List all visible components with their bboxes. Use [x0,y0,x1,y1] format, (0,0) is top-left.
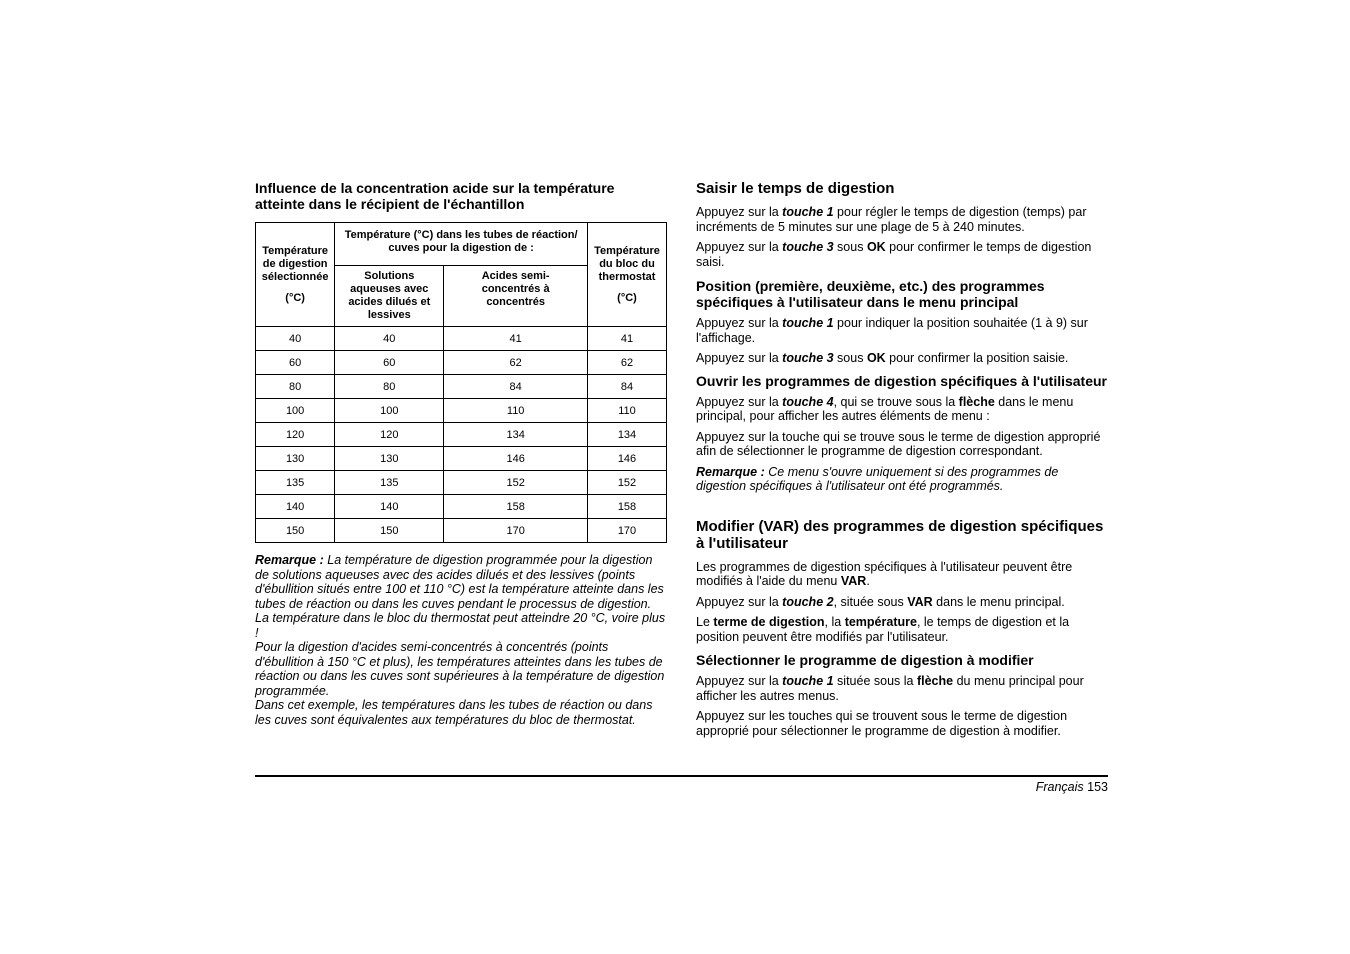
table-row: 40 40 41 41 [256,327,667,351]
footer-rule [255,775,1108,777]
table-row: 120 120 134 134 [256,423,667,447]
remark-paragraph: Remarque : Ce menu s'ouvre uniquement si des programmes de digestion spécifiques à l'utilisateur ont été programmés. [696,464,1059,493]
paragraph: Les programmes de digestion spécifiques à l'utilisateur peuvent être modifiés à l'aide du menu VAR. [696,559,1073,588]
table-row: 135 135 152 152 [256,471,667,495]
paragraph: Appuyez sur les touches qui se trouvent sous le terme de digestion approprié pour sélectionner le programme de digestion à modifier. [696,709,1068,738]
paragraph: Le terme de digestion, la température, le temps de digestion et la position peuvent être modifiés par l'utilisateur. [696,615,1070,644]
remark-label: Remarque : [255,553,324,567]
heading-select: Sélectionner le programme de digestion à modifier [696,652,1034,668]
table-row: 140 140 158 158 [256,495,667,519]
paragraph: Appuyez sur la touche 4, qui se trouve sous la flèche dans le menu principal, pour afficher les autres éléments de menu : [696,394,1074,423]
header-thermostat-temp-label: Température du bloc du thermostat [594,244,660,283]
heading-position: Position (première, deuxième, etc.) des programmes spécifiques à l'utilisateur dans le menu principal [696,278,1045,310]
paragraph: Appuyez sur la touche 2, située sous VAR dans le menu principal. [696,594,1065,609]
table-row: 150 150 170 170 [256,519,667,543]
left-column [255,180,667,727]
header-dilute-acids: Solutions aqueuses avec acides dilués et lessives [335,266,444,327]
heading-modifier: Modifier (VAR) des programmes de digestion spécifiques à l'utilisateur [696,517,1104,552]
header-thermostat-temp [588,223,667,327]
table-section-heading: Influence de la concentration acide sur la température atteinte dans le récipient de l'échantillon [255,180,615,212]
header-thermostat-temp-unit: (°C) [617,291,637,304]
header-selected-temp-unit: (°C) [285,291,305,304]
remark-paragraph-2: Pour la digestion d'acides semi-concentrés à concentrés (points d'ébullition à 150 °C et plus), les températures atteintes dans les tubes de réaction ou dans les cuves sont supérieures à la température de digestion programmée. [255,640,665,698]
heading-saisir: Saisir le temps de digestion [696,180,895,197]
remark-paragraph-3: Dans cet exemple, les températures dans les tubes de réaction ou dans les cuves sont équivalentes aux températures du bloc de thermostat. [255,698,653,727]
page-number: 153 [1087,780,1108,794]
table-row: 100 100 110 110 [256,399,667,423]
paragraph: Appuyez sur la touche qui se trouve sous le terme de digestion approprié afin de sélectionner le programme de digestion correspondant. [696,429,1101,458]
header-selected-temp-label: Température de digestion sélectionnée [261,244,329,283]
temperature-table [255,222,667,543]
table-row: 130 130 146 146 [256,447,667,471]
paragraph: Appuyez sur la touche 1 pour indiquer la position souhaitée (1 à 9) sur l'affichage. [696,316,1088,345]
footer-language: Français [1035,780,1084,794]
table-row: 80 80 84 84 [256,375,667,399]
header-selected-temp [256,223,335,327]
header-group-tubes: Température (°C) dans les tubes de réaction/ cuves pour la digestion de : [335,223,588,266]
table-row: 60 60 62 62 [256,351,667,375]
remark-paragraph-1: Remarque : La température de digestion programmée pour la digestion de solutions aqueuses avec des acides dilués et des lessives (points d'ébullition situés entre 100 et 110 °C) est la température atteinte dans les tubes de réaction ou dans les cuves pendant le processus de digestion. La température dans le bloc du thermostat peut atteindre 20 °C, voire plus ! [255,553,666,640]
heading-ouvrir: Ouvrir les programmes de digestion spécifiques à l'utilisateur [696,372,1108,389]
paragraph: Appuyez sur la touche 3 sous OK pour confirmer la position saisie. [696,351,1069,365]
right-column [696,180,1110,744]
paragraph: Appuyez sur la touche 1 située sous la flèche du menu principal pour afficher les autres menus. [696,674,1084,703]
table-remark [255,553,667,727]
paragraph: Appuyez sur la touche 3 sous OK pour confirmer le temps de digestion saisi. [696,240,1092,269]
header-concentrated-acids: Acides semi-concentrés à concentrés [444,266,588,327]
table-body [256,327,667,543]
page-footer [1036,780,1108,794]
paragraph: Appuyez sur la touche 1 pour régler le temps de digestion (temps) par incréments de 5 minutes sur une plage de 5 à 240 minutes. [696,205,1087,234]
